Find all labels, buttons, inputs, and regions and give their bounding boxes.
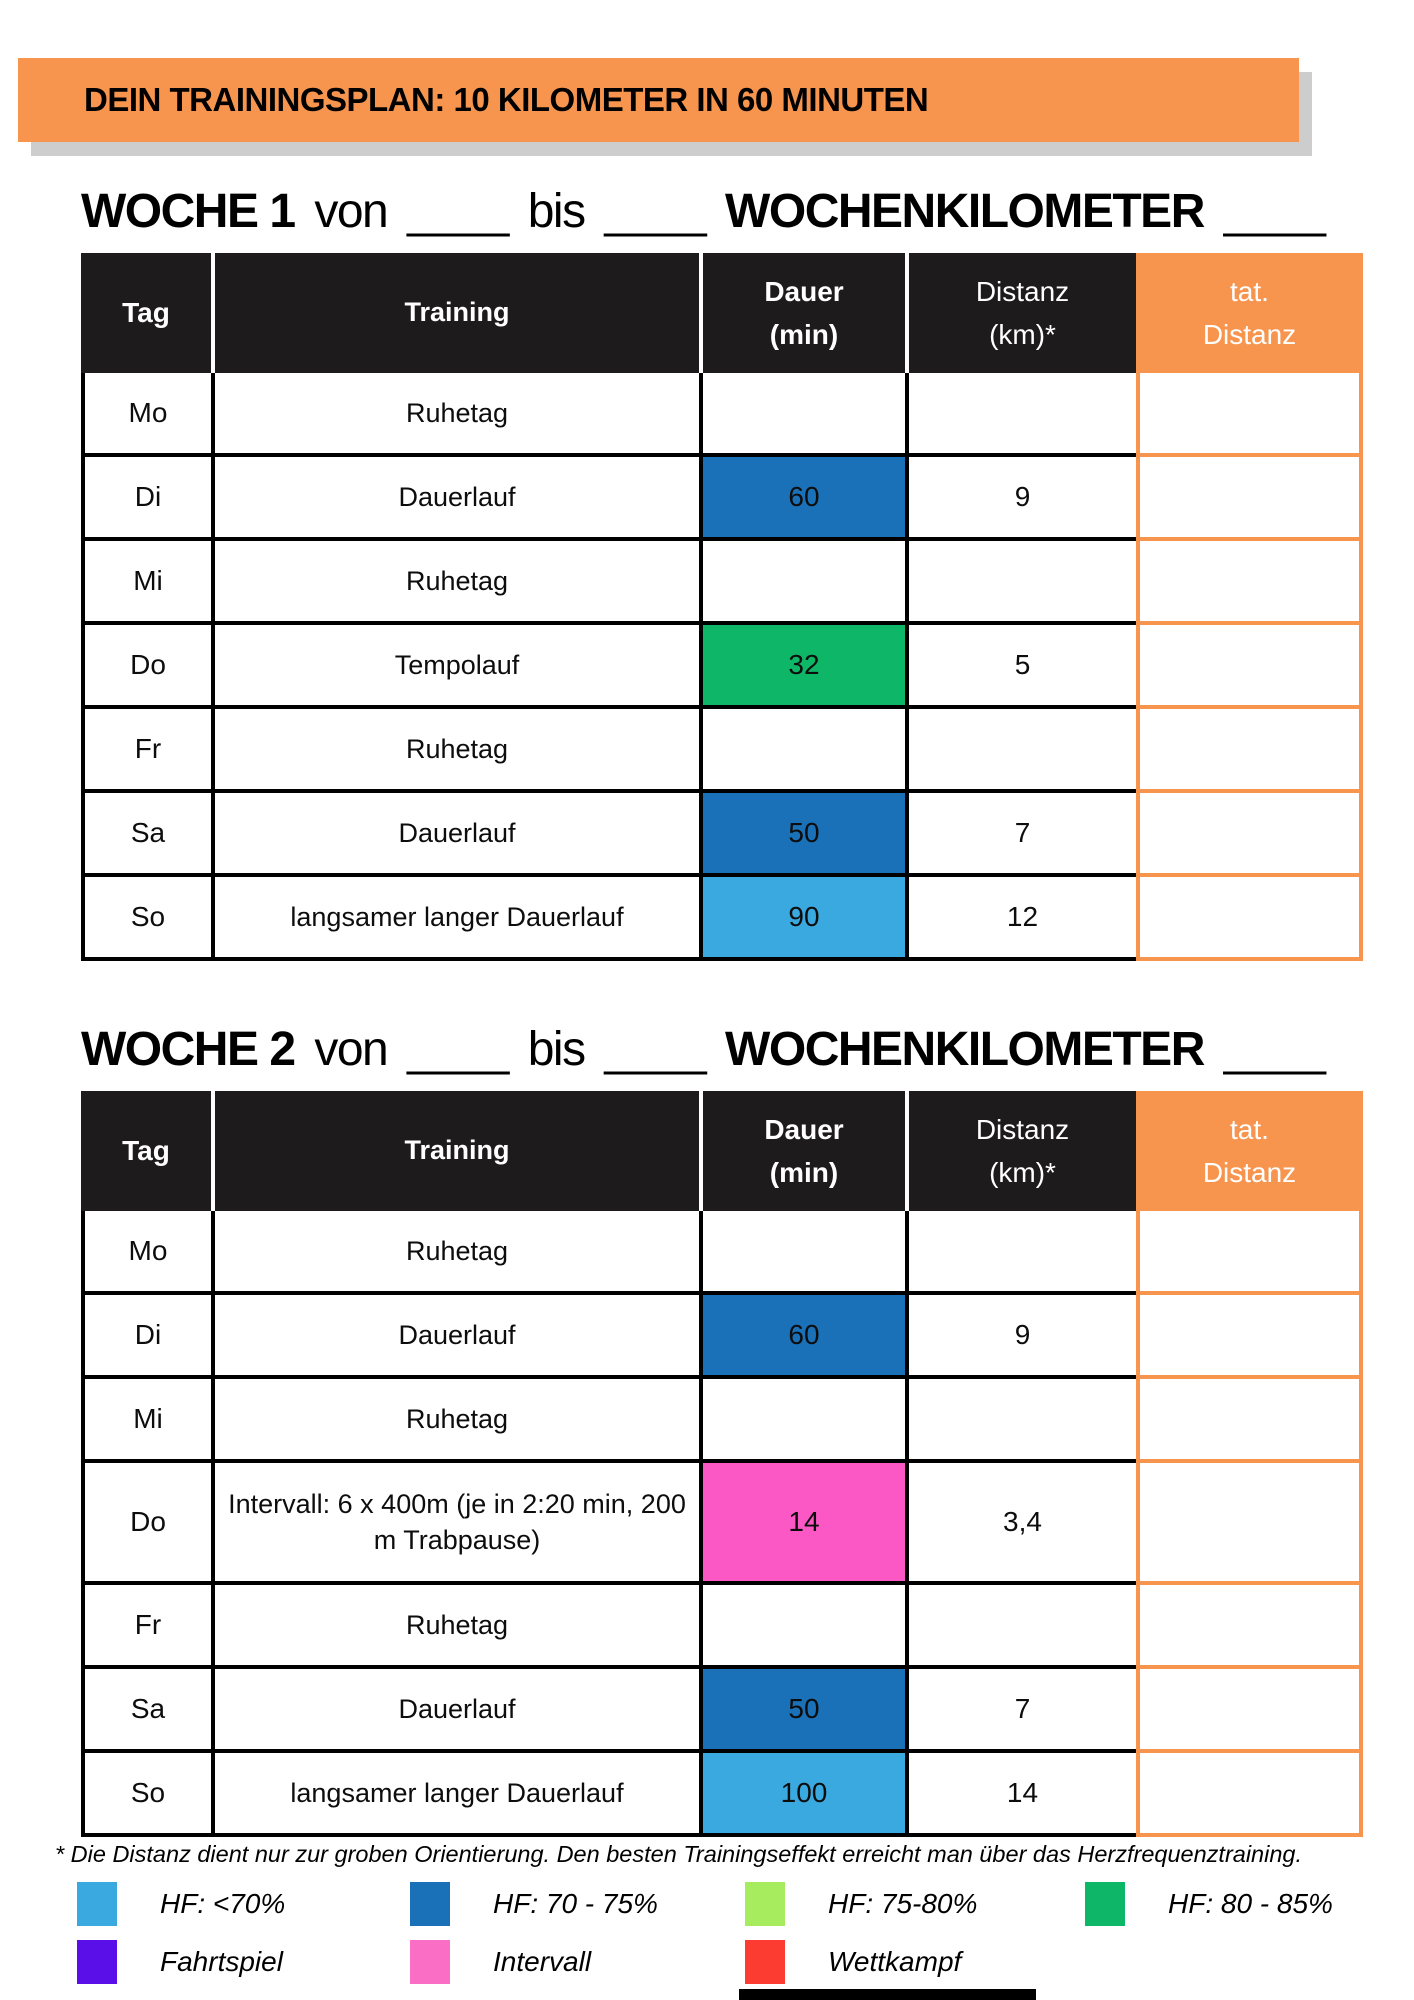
legend-label: Wettkampf: [828, 1946, 962, 1977]
table-row: [81, 1295, 1363, 1379]
duration-cell: 50: [703, 793, 909, 877]
distance-cell: [909, 541, 1136, 625]
legend-item: [77, 1882, 410, 1926]
table-row: [81, 709, 1363, 793]
table-row: [81, 457, 1363, 541]
training-cell: Dauerlauf: [215, 1295, 703, 1379]
day-cell: So: [81, 877, 215, 961]
day-cell: Sa: [81, 793, 215, 877]
week-1-table: [81, 253, 1363, 961]
distance-cell: [909, 373, 1136, 457]
blank-line: ____: [604, 185, 706, 238]
legend-item: [410, 1940, 745, 1984]
legend-item: [745, 1940, 1085, 1984]
training-cell: langsamer langer Dauerlauf: [215, 877, 703, 961]
header-label: Training: [404, 1135, 510, 1166]
table-row: [81, 1585, 1363, 1669]
duration-cell: 60: [703, 1295, 909, 1379]
bottom-bar: [739, 1989, 1036, 2000]
hf-75-80-swatch: [745, 1882, 785, 1926]
fahrtspiel-swatch: [77, 1940, 117, 1984]
header-cell-actual-distance: [1136, 1091, 1363, 1211]
footnote: * Die Distanz dient nur zur groben Orientierung. Den besten Trainingseffekt erreicht man über das Herzfrequenztraining.: [55, 1841, 1303, 1867]
day-cell: Di: [81, 1295, 215, 1379]
training-cell: Ruhetag: [215, 1585, 703, 1669]
duration-cell: [703, 373, 909, 457]
table-header-row: [81, 253, 1363, 373]
header-cell-actual-distance: [1136, 253, 1363, 373]
distance-cell: [909, 1379, 1136, 1463]
table-row: [81, 1753, 1363, 1837]
table-row: [81, 541, 1363, 625]
training-cell: langsamer langer Dauerlauf: [215, 1753, 703, 1837]
header-cell-distance: [909, 253, 1136, 373]
header-label: Training: [404, 297, 510, 328]
duration-cell: 60: [703, 457, 909, 541]
page-title: DEIN TRAININGSPLAN: 10 KILOMETER IN 60 MINUTEN: [84, 81, 929, 118]
table-header-row: [81, 1091, 1363, 1211]
actual-distance-cell: [1136, 793, 1363, 877]
header-label: Distanz: [1202, 319, 1297, 350]
blank-line: ____: [1223, 185, 1325, 238]
legend-item: [745, 1882, 1085, 1926]
legend-label: Intervall: [493, 1946, 592, 1977]
duration-cell: 14: [703, 1463, 909, 1585]
distance-cell: 12: [909, 877, 1136, 961]
day-cell: Fr: [81, 1585, 215, 1669]
duration-cell: 50: [703, 1669, 909, 1753]
training-cell: Dauerlauf: [215, 1669, 703, 1753]
header-cell-distance: [909, 1091, 1136, 1211]
duration-cell: [703, 1379, 909, 1463]
legend-item: [1085, 1882, 1391, 1926]
actual-distance-cell: [1136, 1295, 1363, 1379]
week-2-table: [81, 1091, 1363, 1837]
legend-item: [410, 1882, 745, 1926]
hf-under-70-swatch: [77, 1882, 117, 1926]
header-label: (km)*: [989, 319, 1056, 350]
actual-distance-cell: [1136, 1211, 1363, 1295]
training-cell: Ruhetag: [215, 709, 703, 793]
bis-label: bis: [527, 185, 585, 238]
distance-cell: 9: [909, 457, 1136, 541]
legend-item: [77, 1940, 410, 1984]
legend-label: HF: 75-80%: [828, 1888, 978, 1919]
day-cell: Do: [81, 625, 215, 709]
duration-cell: [703, 541, 909, 625]
title-banner: [18, 58, 1299, 142]
table-row: [81, 1463, 1363, 1585]
blank-line: ____: [407, 1023, 508, 1076]
day-cell: Mo: [81, 373, 215, 457]
distance-cell: [909, 1585, 1136, 1669]
training-cell: Intervall: 6 x 400m (je in 2:20 min, 200 m Trabpause): [215, 1463, 703, 1585]
von-label: von: [314, 185, 388, 238]
table-row: [81, 877, 1363, 961]
hf-80-85-swatch: [1085, 1882, 1125, 1926]
actual-distance-cell: [1136, 709, 1363, 793]
header-cell-training: [215, 1091, 703, 1211]
day-cell: Do: [81, 1463, 215, 1585]
von-label: von: [314, 1023, 388, 1076]
training-cell: Dauerlauf: [215, 793, 703, 877]
training-cell: Ruhetag: [215, 541, 703, 625]
actual-distance-cell: [1136, 1463, 1363, 1585]
training-cell: Ruhetag: [215, 373, 703, 457]
legend-label: HF: 80 - 85%: [1168, 1888, 1333, 1919]
day-cell: So: [81, 1753, 215, 1837]
distance-cell: 14: [909, 1753, 1136, 1837]
header-label: Tag: [122, 1135, 170, 1167]
legend-label: HF: <70%: [160, 1888, 286, 1919]
header-label: Tag: [122, 297, 170, 329]
header-label: Dauer: [764, 275, 844, 307]
distance-cell: 7: [909, 1669, 1136, 1753]
intervall-swatch: [410, 1940, 450, 1984]
wochenkilometer-label: WOCHENKILOMETER: [725, 1023, 1204, 1076]
header-label: tat.: [1230, 275, 1269, 307]
distance-cell: [909, 709, 1136, 793]
actual-distance-cell: [1136, 373, 1363, 457]
week-1-heading: [81, 182, 1332, 242]
day-cell: Sa: [81, 1669, 215, 1753]
wochenkilometer-label: WOCHENKILOMETER: [725, 185, 1204, 238]
legend: [77, 1882, 1391, 1984]
header-label: (min): [769, 1157, 839, 1188]
header-label: (min): [769, 319, 839, 350]
day-cell: Fr: [81, 709, 215, 793]
header-label: Distanz: [1202, 1157, 1297, 1188]
day-cell: Mo: [81, 1211, 215, 1295]
week-2-heading: [81, 1020, 1332, 1080]
header-label: Distanz: [975, 275, 1070, 307]
blank-line: ____: [407, 185, 508, 238]
actual-distance-cell: [1136, 541, 1363, 625]
distance-cell: 5: [909, 625, 1136, 709]
table-row: [81, 1669, 1363, 1753]
distance-cell: 9: [909, 1295, 1136, 1379]
actual-distance-cell: [1136, 1379, 1363, 1463]
actual-distance-cell: [1136, 457, 1363, 541]
legend-label: Fahrtspiel: [160, 1946, 283, 1977]
day-cell: Mi: [81, 541, 215, 625]
actual-distance-cell: [1136, 1753, 1363, 1837]
legend-label: HF: 70 - 75%: [493, 1888, 658, 1919]
duration-cell: 32: [703, 625, 909, 709]
actual-distance-cell: [1136, 625, 1363, 709]
day-cell: Mi: [81, 1379, 215, 1463]
header-cell-duration: [703, 1091, 909, 1211]
duration-cell: [703, 1585, 909, 1669]
training-cell: Ruhetag: [215, 1211, 703, 1295]
header-cell-duration: [703, 253, 909, 373]
distance-cell: 7: [909, 793, 1136, 877]
table-row: [81, 1211, 1363, 1295]
week-title: WOCHE 1: [81, 185, 295, 238]
header-cell-tag: [81, 253, 215, 373]
hf-70-75-swatch: [410, 1882, 450, 1926]
actual-distance-cell: [1136, 1669, 1363, 1753]
actual-distance-cell: [1136, 1585, 1363, 1669]
duration-cell: [703, 709, 909, 793]
distance-cell: [909, 1211, 1136, 1295]
blank-line: ____: [1223, 1023, 1325, 1076]
header-cell-tag: [81, 1091, 215, 1211]
distance-cell: 3,4: [909, 1463, 1136, 1585]
table-row: [81, 373, 1363, 457]
table-row: [81, 793, 1363, 877]
header-label: (km)*: [989, 1157, 1056, 1188]
bis-label: bis: [527, 1023, 585, 1076]
training-cell: Tempolauf: [215, 625, 703, 709]
duration-cell: 90: [703, 877, 909, 961]
header-label: Dauer: [764, 1113, 844, 1145]
training-cell: Ruhetag: [215, 1379, 703, 1463]
day-cell: Di: [81, 457, 215, 541]
actual-distance-cell: [1136, 877, 1363, 961]
header-cell-training: [215, 253, 703, 373]
week-title: WOCHE 2: [81, 1023, 295, 1076]
duration-cell: 100: [703, 1753, 909, 1837]
table-row: [81, 625, 1363, 709]
training-cell: Dauerlauf: [215, 457, 703, 541]
header-label: tat.: [1230, 1113, 1269, 1145]
duration-cell: [703, 1211, 909, 1295]
header-label: Distanz: [975, 1113, 1070, 1145]
table-row: [81, 1379, 1363, 1463]
blank-line: ____: [604, 1023, 706, 1076]
wettkampf-swatch: [745, 1940, 785, 1984]
